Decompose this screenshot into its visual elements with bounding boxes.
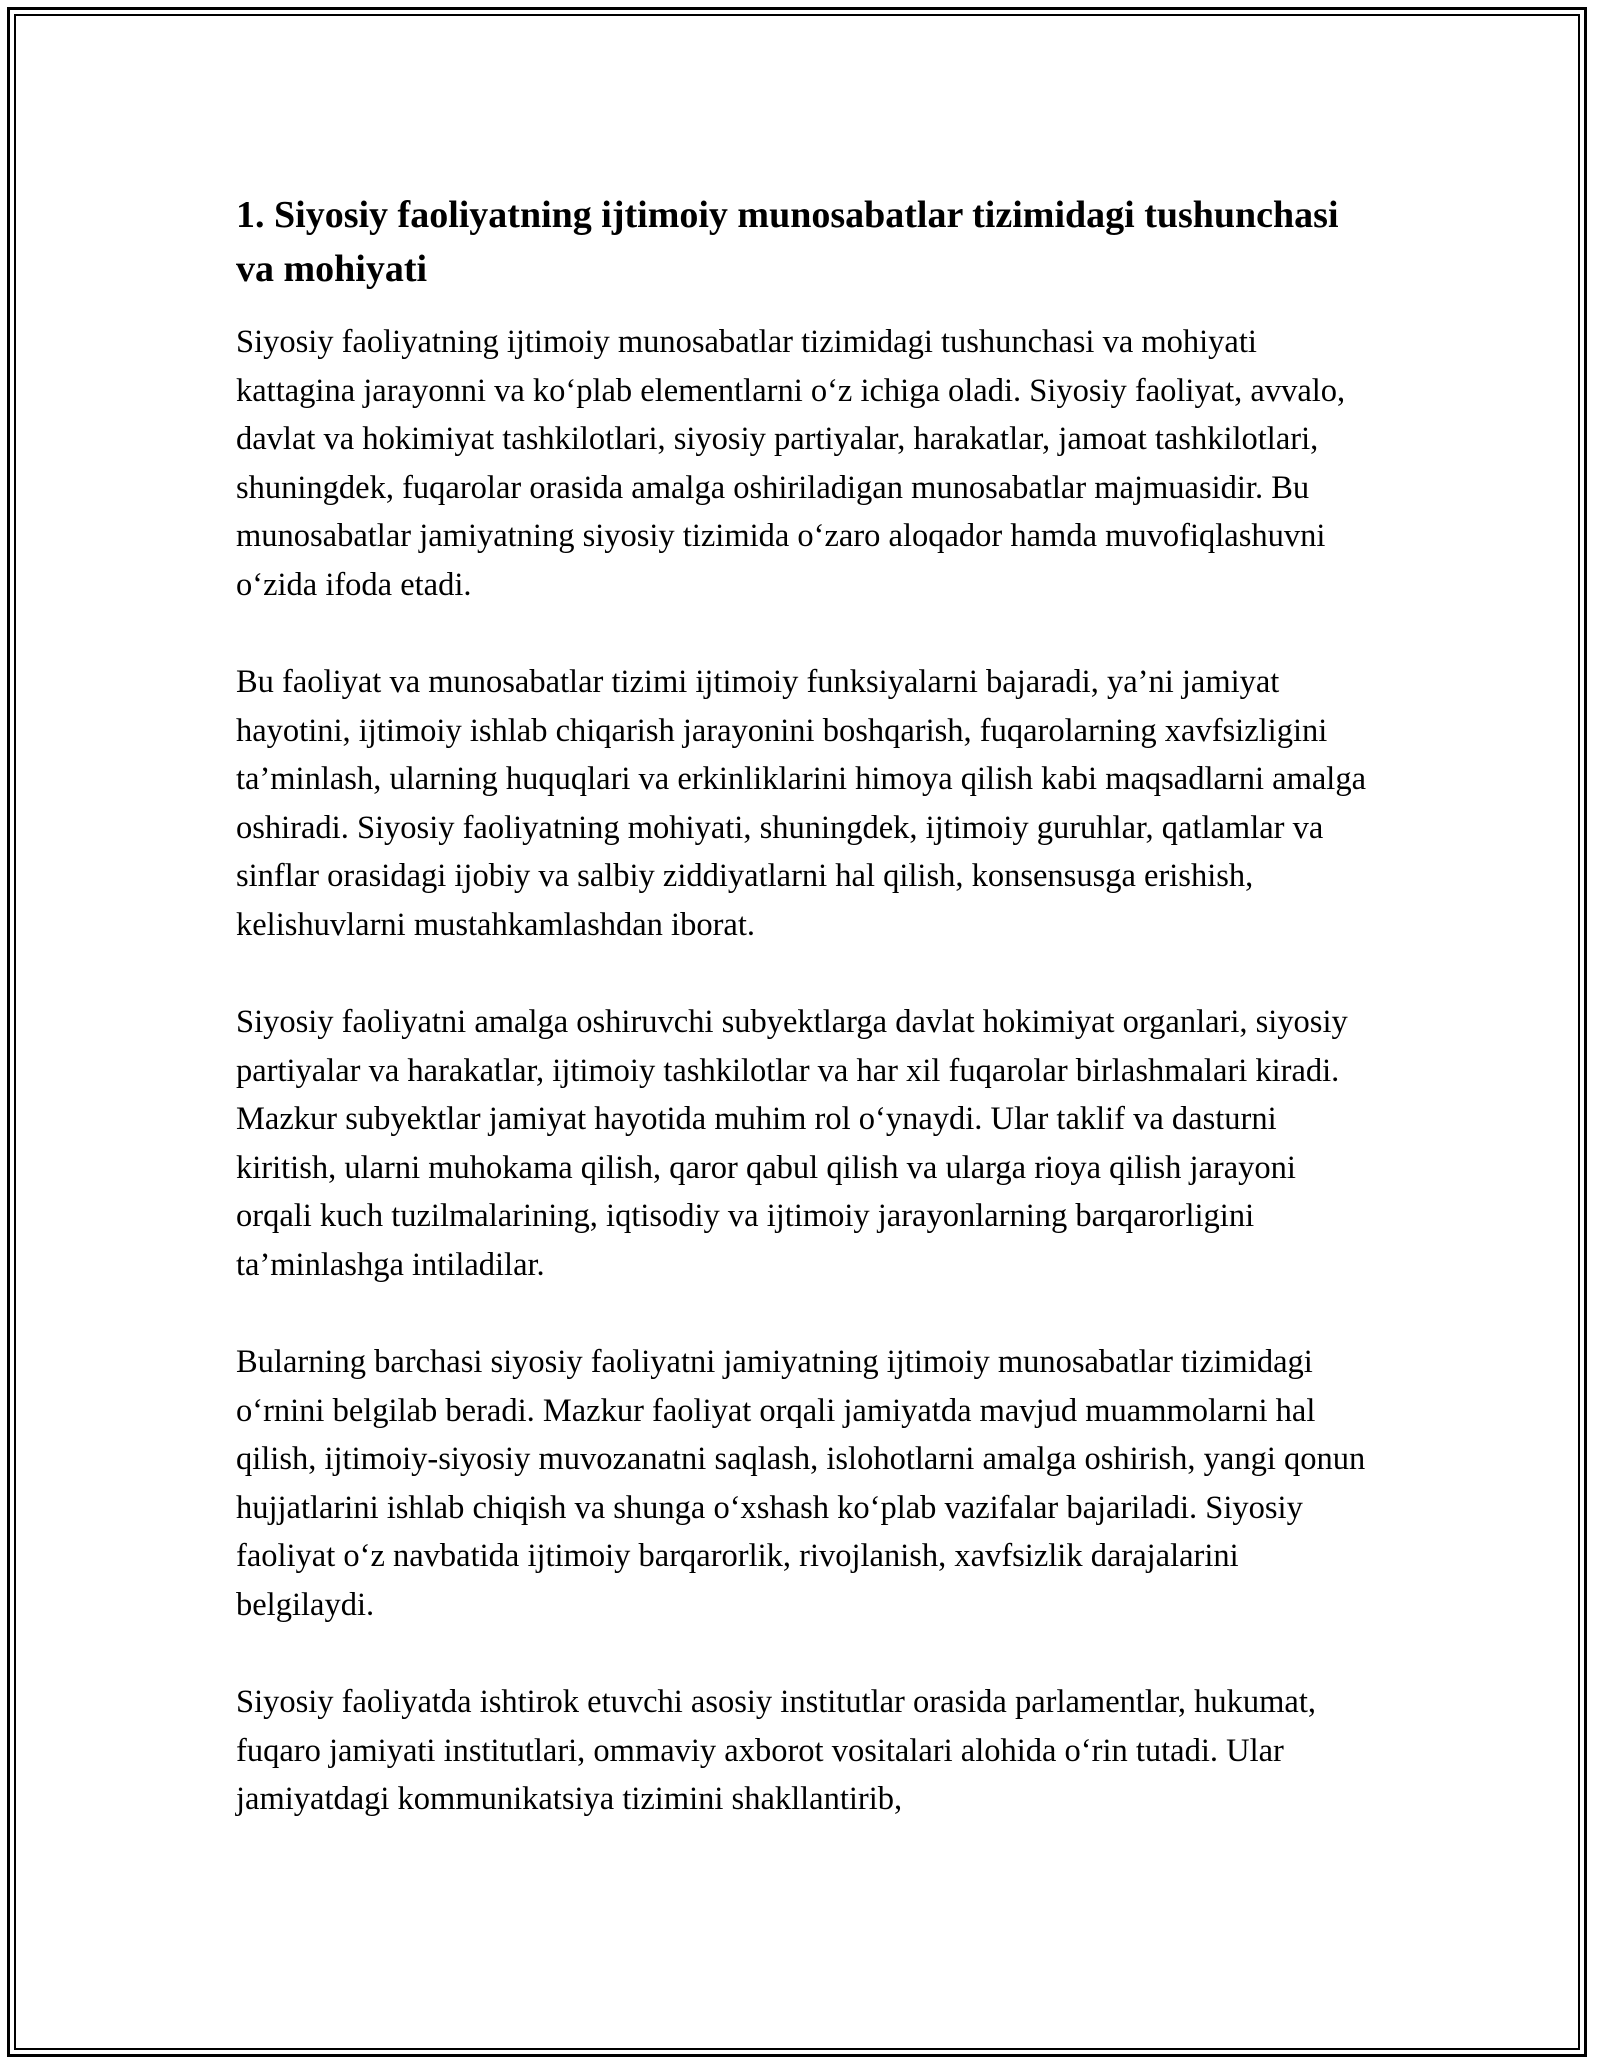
- section-heading: 1. Siyosiy faoliyatning ijtimoiy munosabatlar tizimidagi tushunchasi va mohiyati: [236, 194, 1339, 290]
- paragraph-2: Bu faoliyat va munosabatlar tizimi ijtimoiy funksiyalarni bajaradi, ya’ni jamiyat hayotini, ijtimoiy ishlab chiqarish jarayonini boshqarish, fuqarolarning xavfsizligini ta’minlash, ularning huquqlari va erkinliklarini himoya qilish kabi maqsadlarni amalga oshiradi. Siyosiy faoliyatning mohiyati, shuningdek, ijtimoiy guruhlar, qatlamlar va sinflar orasidagi ijobiy va salbiy ziddiyatlarni hal qilish, konsensusga erishish, kelishuvlarni mustahkamlashdan iborat.: [236, 664, 1366, 943]
- paragraph-5: Siyosiy faoliyatda ishtirok etuvchi asosiy institutlar orasida parlamentlar, hukumat, fuqaro jamiyati institutlari, ommaviy axborot vositalari alohida o‘rin tutadi. Ular jamiyatdagi kommunikatsiya tizimini shakllantirib,: [236, 1684, 1317, 1817]
- paragraph-4: Bularning barchasi siyosiy faoliyatni jamiyatning ijtimoiy munosabatlar tizimidagi o‘rnini belgilab beradi. Mazkur faoliyat orqali jamiyatda mavjud muammolarni hal qilish, ijtimoiy-siyosiy muvozanatni saqlash, islohotlarni amalga oshirish, yangi qonun hujjatlarini ishlab chiqish va shunga o‘xshash ko‘plab vazifalar bajariladi. Siyosiy faoliyat o‘z navbatida ijtimoiy barqarorlik, rivojlanish, xavfsizlik darajalarini belgilaydi.: [236, 1344, 1366, 1623]
- paragraph-3: Siyosiy faoliyatni amalga oshiruvchi subyektlarga davlat hokimiyat organlari, siyosiy partiyalar va harakatlar, ijtimoiy tashkilotlar va har xil fuqarolar birlashmalari kiradi. Mazkur subyektlar jamiyat hayotida muhim rol o‘ynaydi. Ular taklif va dasturni kiritish, ularni muhokama qilish, qaror qabul qilish va ularga rioya qilish jarayoni orqali kuch tuzilmalarining, iqtisodiy va ijtimoiy jarayonlarning barqarorligini ta’minlashga intiladilar.: [236, 1004, 1348, 1283]
- document-body: [236, 188, 1366, 1873]
- paragraph-1: Siyosiy faoliyatning ijtimoiy munosabatlar tizimidagi tushunchasi va mohiyati kattagina jarayonni va ko‘plab elementlarni o‘z ichiga oladi. Siyosiy faoliyat, avvalo, davlat va hokimiyat tashkilotlari, siyosiy partiyalar, harakatlar, jamoat tashkilotlari, shuningdek, fuqarolar orasida amalga oshiriladigan munosabatlar majmuasidir. Bu munosabatlar jamiyatning siyosiy tizimida o‘zaro aloqador hamda muvofiqlashuvni o‘zida ifoda etadi.: [236, 324, 1346, 603]
